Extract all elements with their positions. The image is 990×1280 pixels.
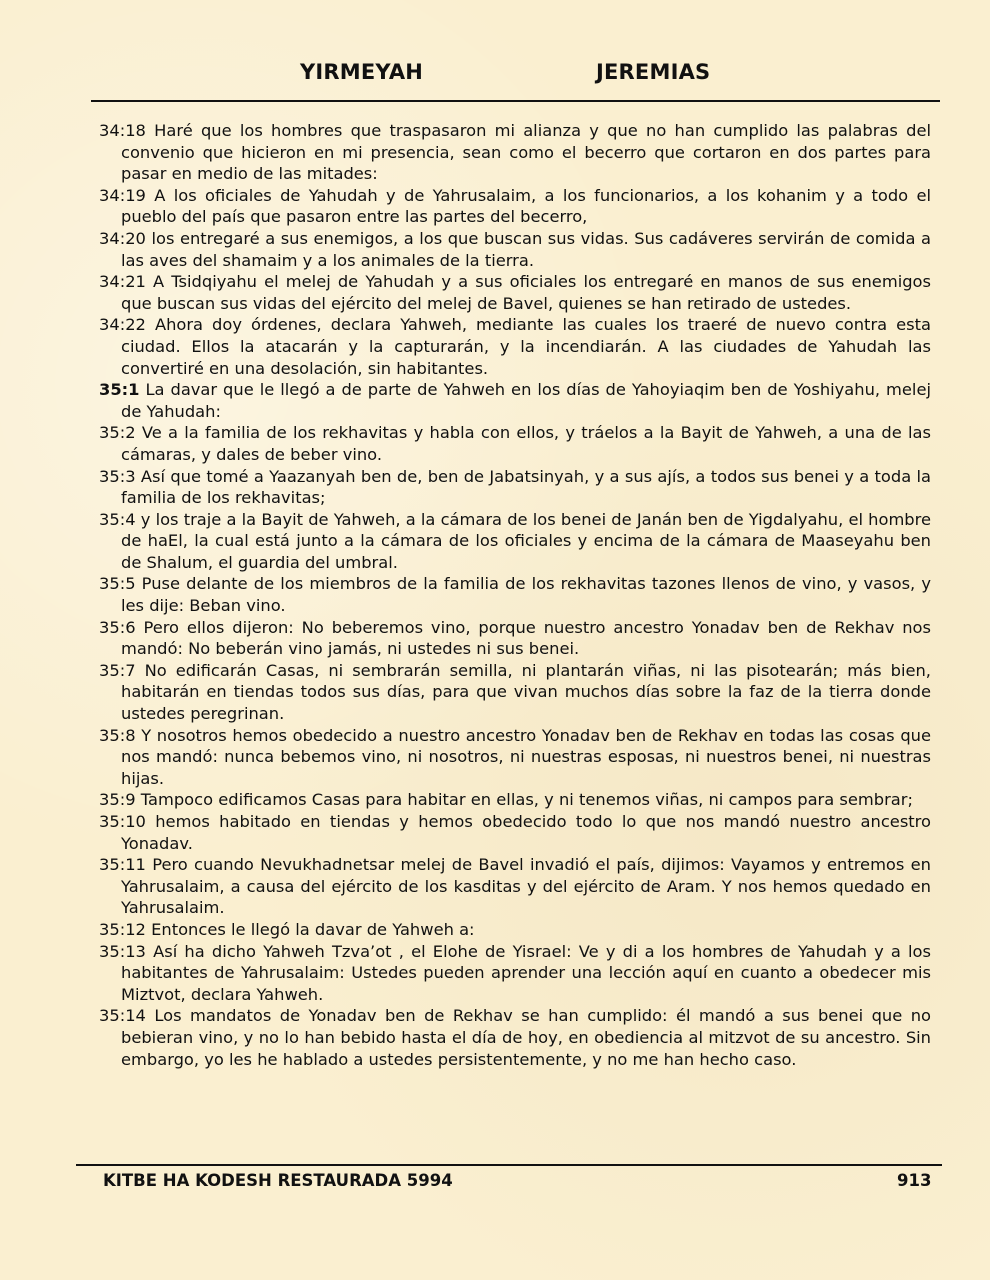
- verse: [99, 466, 931, 509]
- verse-text: No edificarán Casas, ni sembrarán semilla, ni plantarán viñas, ni las pisotearán; más bien, habitarán en tiendas todos sus días, para que vivan muchos días sobre la faz de la tierra donde ustedes peregrinan.: [121, 660, 931, 724]
- verse-number: 35:3: [99, 466, 136, 486]
- footer-divider: [76, 1164, 942, 1166]
- verse: [99, 660, 931, 725]
- verse-text: A los oficiales de Yahudah y de Yahrusalaim, a los funcionarios, a los kohanim y a todo el pueblo del país que pasaron entre las partes del becerro,: [121, 185, 931, 227]
- verse-text: Pero ellos dijeron: No beberemos vino, porque nuestro ancestro Yonadav ben de Rekhav nos mandó: No beberán vino jamás, ni ustedes ni sus benei.: [121, 617, 931, 659]
- verse: [99, 509, 931, 574]
- verse: [99, 422, 931, 465]
- verse: [99, 379, 931, 422]
- header-book-title-hebrew: YIRMEYAH: [300, 60, 424, 84]
- verse: [99, 919, 931, 941]
- verse-number: 34:22: [99, 315, 146, 335]
- verse: [99, 271, 931, 314]
- verse-text: Pero cuando Nevukhadnetsar melej de Bavel invadió el país, dijimos: Vayamos y entremos en Yahrusalaim, a causa del ejército de los kasditas y del ejército de Aram. Y nos hemos quedado en Yahrusalaim.: [121, 855, 931, 918]
- verse-number: 35:11: [99, 855, 146, 875]
- verse-number: 35:2: [99, 423, 136, 443]
- verse: [99, 617, 931, 660]
- verse: [99, 941, 931, 1006]
- verse-number: 35:7: [99, 660, 136, 680]
- verse-number: 35:13: [99, 941, 146, 961]
- verse-number: 35:10: [99, 812, 146, 831]
- verse-text: los entregaré a sus enemigos, a los que buscan sus vidas. Sus cadáveres servirán de comida a las aves del shamaim y a los animales de la tierra.: [121, 228, 931, 270]
- verse-number: 35:4: [99, 509, 136, 529]
- verse-text: Y nosotros hemos obedecido a nuestro ancestro Yonadav ben de Rekhav en todas las cosas que nos mandó: nunca bebemos vino, ni nosotros, ni nuestras esposas, ni nuestros benei, ni nuestras hijas.: [121, 725, 931, 788]
- verse-number: 34:20: [99, 228, 146, 248]
- verse-number: 35:12: [99, 919, 146, 939]
- verse-text: hemos habitado en tiendas y hemos obedecido todo lo que nos mandó nuestro ancestro Yonadav.: [121, 812, 931, 853]
- verse-number: 35:6: [99, 617, 136, 637]
- verse-number: 34:19: [99, 185, 146, 205]
- footer-book-title: KITBE HA KODESH RESTAURADA 5994: [103, 1171, 453, 1190]
- verse-number: 34:21: [99, 272, 146, 292]
- verse-text: Así que tomé a Yaazanyah ben de, ben de Jabatsinyah, y a sus ajís, a todos sus benei y a toda la familia de los rekhavitas;: [121, 466, 931, 508]
- verse: [99, 811, 931, 854]
- verse-text: Así ha dicho Yahweh Tzva’ot , el Elohe de Yisrael: Ve y di a los hombres de Yahudah y a los habitantes de Yahrusalaim: Ustedes pueden aprender una lección aquí en cuanto a obedecer mis Miztvot, declara Yahweh.: [121, 941, 931, 1004]
- verse-number: 35:9: [99, 790, 136, 810]
- verse-text: Los mandatos de Yonadav ben de Rekhav se han cumplido: él mandó a sus benei que no bebieran vino, y no lo han bebido hasta el día de hoy, en obediencia al mitzvot de su ancestro. Sin embargo, yo les he hablado a ustedes persistentemente, y no me han hecho caso.: [121, 1006, 931, 1069]
- verse: [99, 789, 931, 811]
- page-number: 913: [897, 1171, 932, 1190]
- page-header: [0, 60, 990, 90]
- verse-text: y los traje a la Bayit de Yahweh, a la cámara de los benei de Janán ben de Yigdalyahu, el hombre de haEl, la cual está junto a la cámara de los oficiales y encima de la cámara de Maaseyahu ben de Shalum, el guardia del umbral.: [121, 509, 931, 572]
- verse: [99, 573, 931, 616]
- chapter-start-verse-number: 35:1: [99, 380, 140, 400]
- verse: [99, 725, 931, 790]
- header-divider: [91, 100, 940, 102]
- header-book-title-spanish: JEREMIAS: [596, 60, 711, 84]
- verse: [99, 120, 931, 185]
- verse: [99, 228, 931, 271]
- verse-text: Ve a la familia de los rekhavitas y habla con ellos, y tráelos a la Bayit de Yahweh, a una de las cámaras, y dales de beber vino.: [121, 423, 931, 464]
- verse-text: Puse delante de los miembros de la familia de los rekhavitas tazones llenos de vino, y vasos, y les dije: Beban vino.: [121, 574, 931, 616]
- verse-text: Haré que los hombres que traspasaron mi alianza y que no han cumplido las palabras del convenio que hicieron en mi presencia, sean como el becerro que cortaron en dos partes para pasar en medio de las mitades:: [121, 121, 931, 184]
- verse: [99, 314, 931, 379]
- verse: [99, 185, 931, 228]
- verse-number: 35:8: [99, 725, 136, 745]
- verse: [99, 854, 931, 919]
- verse-text: La davar que le llegó a de parte de Yahweh en los días de Yahoyiaqim ben de Yoshiyahu, melej de Yahudah:: [121, 380, 931, 421]
- verse-number: 35:5: [99, 574, 136, 594]
- verse-text: A Tsidqiyahu el melej de Yahudah y a sus oficiales los entregaré en manos de sus enemigos que buscan sus vidas del ejército del melej de Bavel, quienes se han retirado de ustedes.: [121, 272, 931, 313]
- verse-text: Entonces le llegó la davar de Yahweh a:: [151, 919, 475, 939]
- scripture-text: [99, 120, 931, 1070]
- verse: [99, 1005, 931, 1070]
- verse-number: 35:14: [99, 1006, 146, 1026]
- verse-number: 34:18: [99, 121, 146, 140]
- verse-text: Ahora doy órdenes, declara Yahweh, mediante las cuales los traeré de nuevo contra esta ciudad. Ellos la atacarán y la capturarán, y la incendiarán. A las ciudades de Yahudah las convertiré en una desolación, sin habitantes.: [121, 315, 931, 378]
- verse-text: Tampoco edificamos Casas para habitar en ellas, y ni tenemos viñas, ni campos para sembrar;: [140, 790, 913, 810]
